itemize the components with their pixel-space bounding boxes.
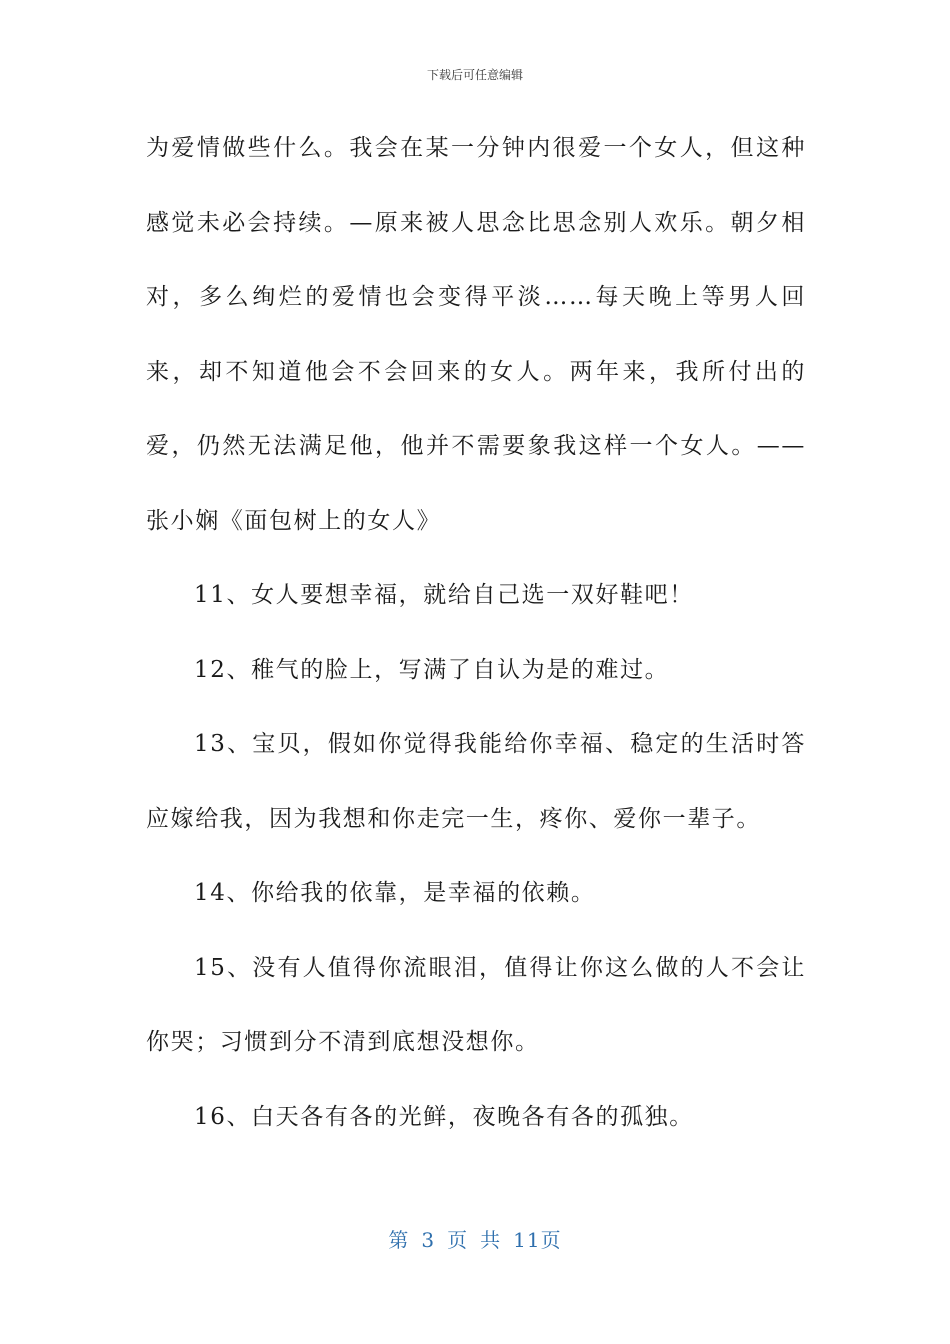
total-pages: 11页 [513, 1228, 562, 1252]
page-unit: 页 [447, 1228, 469, 1252]
page-header: 下载后可任意编辑 [426, 68, 523, 82]
paragraph-item-12: 12、稚气的脸上，写满了自认为是的难过。 [194, 656, 670, 683]
paragraph-item-16: 16、白天各有各的光鲜，夜晚各有各的孤独。 [194, 1103, 694, 1130]
page-label: 第 [388, 1228, 410, 1252]
paragraph-continuation: 为爱情做些什么。我会在某一分钟内很爱一个女人，但这种感觉未必会持续。—原来被人思念比思念别人欢乐。朝夕相对，多么绚烂的爱情也会变得平淡……每天晚上等男人回来，却不知道他会不会回来的女人。两年来，我所付出的爱，仍然无法满足他，他并不需要象我这样一个女人。——张小娴《面包树上的女人》 [146, 135, 806, 534]
page-footer [0, 1224, 950, 1253]
document-body [146, 111, 806, 1154]
page-number: 3 [421, 1228, 436, 1252]
paragraph-item-14: 14、你给我的依靠，是幸福的依赖。 [194, 880, 596, 906]
total-label: 共 [480, 1228, 502, 1252]
paragraph-item-15: 15、没有人值得你流眼泪，值得让你这么做的人不会让你哭；习惯到分不清到底想没想你。 [146, 954, 806, 1055]
paragraph-item-13: 13、宝贝，假如你觉得我能给你幸福、稳定的生活时答应嫁给我，因为我想和你走完一生，疼你、爱你一辈子。 [146, 731, 806, 832]
paragraph-item-11: 11、女人要想幸福，就给自己选一双好鞋吧！ [194, 582, 694, 608]
